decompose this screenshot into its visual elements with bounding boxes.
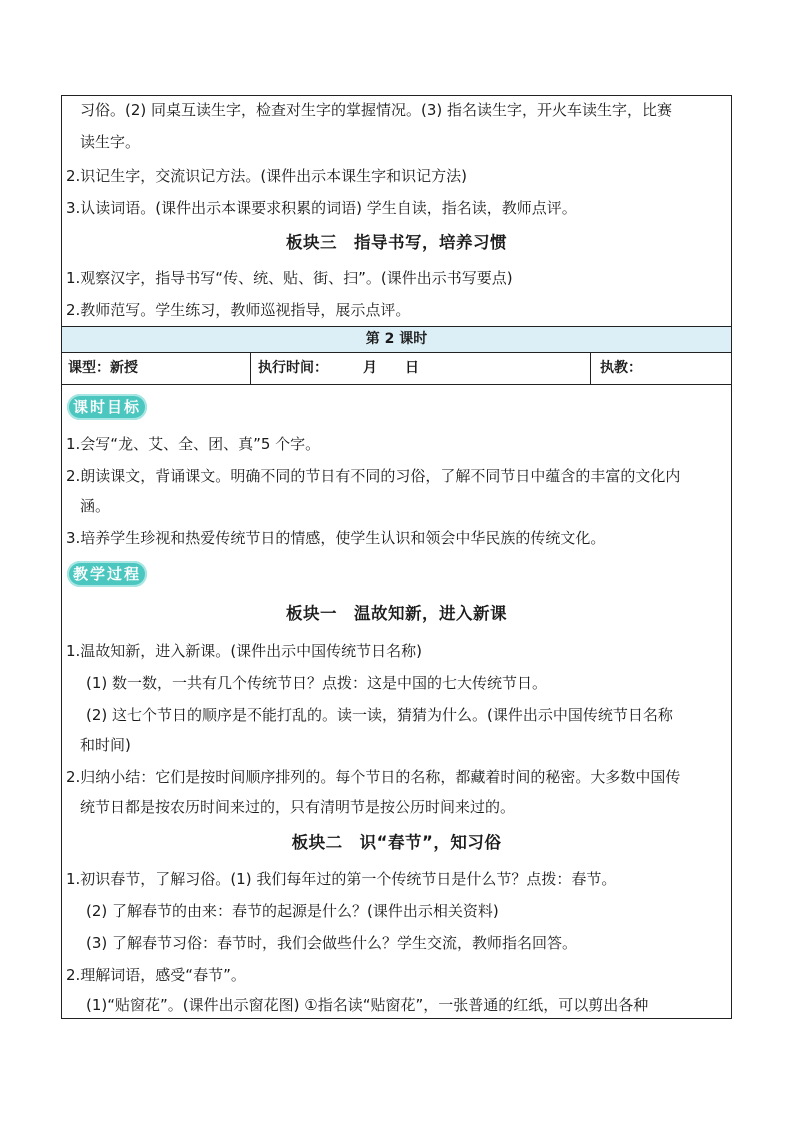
text-line: 2.识记生字，交流识记方法。(课件出示本课生字和识记方法) xyxy=(66,167,468,185)
lesson-period-band: 第 2 课时 xyxy=(62,326,731,353)
text-line: (1)“贴窗花”。(课件出示窗花图) ①指名读“贴窗花”，一张普通的红纸，可以剪出各种 xyxy=(86,996,649,1014)
text-line: 涵。 xyxy=(80,497,111,515)
text-line: 1.会写“龙、艾、全、团、真”5 个字。 xyxy=(66,435,321,453)
text-line: 2.归纳小结：它们是按时间顺序排列的。每个节日的名称，都藏着时间的秘密。大多数中国传 xyxy=(66,768,681,786)
section-heading: 板块一 温故知新，进入新课 xyxy=(286,604,507,623)
lesson-plan-table xyxy=(61,95,732,1019)
text-line: 读生字。 xyxy=(80,133,141,151)
text-line: 统节日都是按农历时间来过的，只有清明节是按公历时间来过的。 xyxy=(80,798,516,816)
teacher-cell: 执教： xyxy=(600,360,642,376)
section-heading: 板块二 识“春节”，知习俗 xyxy=(291,833,502,852)
text-line: 1.初识春节，了解习俗。(1) 我们每年过的第一个传统节日是什么节？点拨：春节。 xyxy=(66,870,617,888)
text-line: 习俗。(2) 同桌互读生字，检查对生字的掌握情况。(3) 指名读生字，开火车读生字，比赛 xyxy=(80,101,673,119)
text-line: 1.温故知新，进入新课。(课件出示中国传统节日名称) xyxy=(66,642,423,660)
text-line: (2) 这七个节日的顺序是不能打乱的。读一读，猜猜为什么。(课件出示中国传统节日名称 xyxy=(86,706,673,724)
lesson-goals-badge: 课时目标 xyxy=(67,394,147,420)
text-line: 和时间) xyxy=(80,736,131,754)
text-line: 2.教师范写。学生练习，教师巡视指导，展示点评。 xyxy=(66,301,411,319)
text-line: (2) 了解春节的由来：春节的起源是什么？(课件出示相关资料) xyxy=(86,902,499,920)
text-line: (1) 数一数，一共有几个传统节日？点拨：这是中国的七大传统节日。 xyxy=(86,674,548,692)
text-line: 3.培养学生珍视和热爱传统节日的情感，使学生认识和领会中华民族的传统文化。 xyxy=(66,529,606,547)
teaching-process-badge: 教学过程 xyxy=(67,561,147,587)
text-line: 3.认读词语。(课件出示本课要求积累的词语) 学生自读，指名读，教师点评。 xyxy=(66,199,577,217)
text-line: 2.理解词语，感受“春节”。 xyxy=(66,966,246,984)
section-heading: 板块三 指导书写，培养习惯 xyxy=(286,233,507,252)
text-line: 1.观察汉字，指导书写“传、统、贴、街、扫”。(课件出示书写要点) xyxy=(66,269,513,287)
text-line: 2.朗读课文，背诵课文。明确不同的节日有不同的习俗，了解不同节日中蕴含的丰富的文化内 xyxy=(66,467,681,485)
lesson-info-row xyxy=(62,353,731,385)
cell-divider xyxy=(250,353,251,384)
lesson-type-cell: 课型：新授 xyxy=(68,360,138,376)
cell-divider xyxy=(590,353,591,384)
text-line: (3) 了解春节习俗：春节时，我们会做些什么？学生交流，教师指名回答。 xyxy=(86,934,578,952)
execution-time-cell: 执行时间： 月 日 xyxy=(258,360,419,376)
